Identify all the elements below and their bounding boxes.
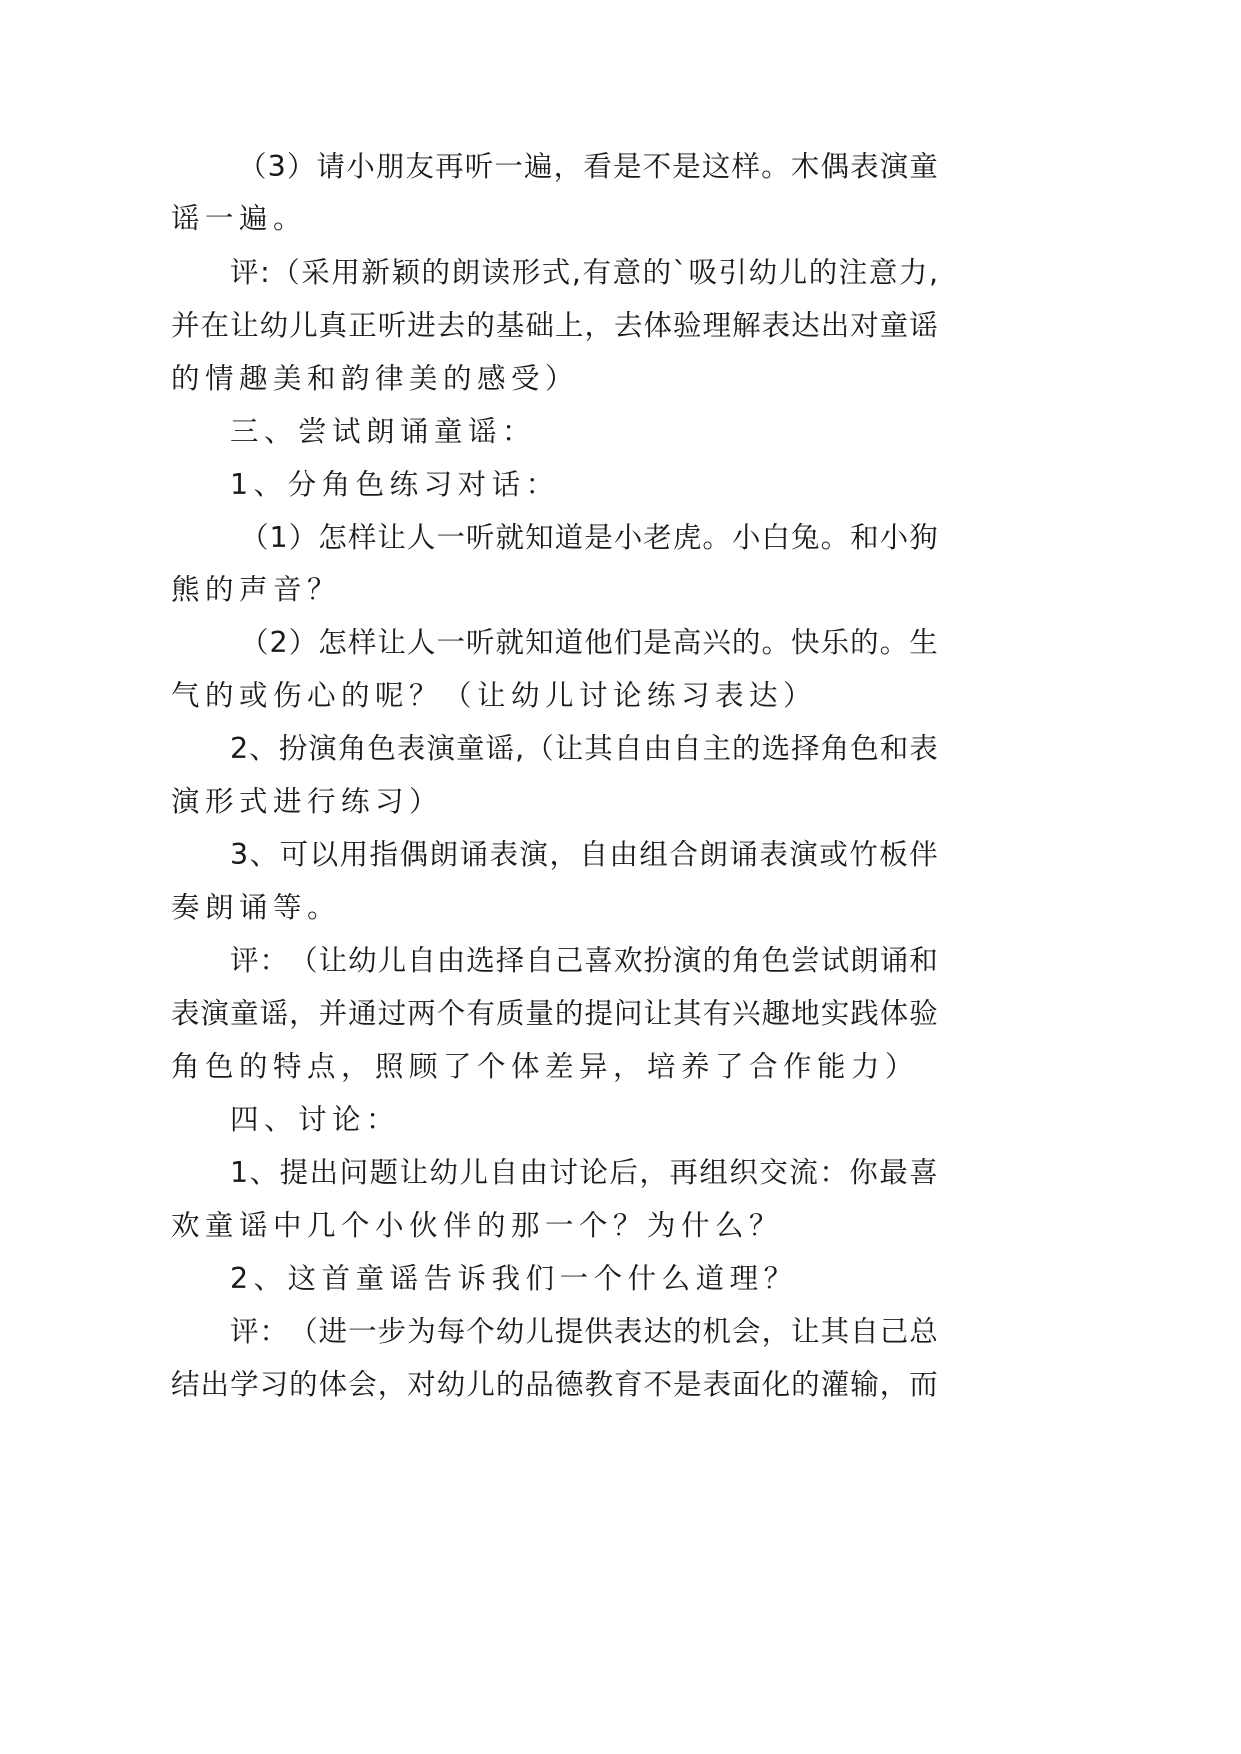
paragraph-line: 评 ： （ 进 一 步 为 每 个 幼 儿 提 供 表 达 的 机 会 ， 让 其 自 己 总 (230, 1315, 938, 1348)
section-heading: 四、讨论： (230, 1103, 401, 1136)
paragraph-line: 角色的特点，照顾了个体差异，培养了合作能力） (171, 1050, 920, 1083)
paragraph-line: 演形式进行练习） (171, 785, 444, 818)
paragraph-line: （ 1 ） 怎 样 让 人 一 听 就 知 道 是 小 老 虎 。 小 白 兔 。 和 小 狗 (240, 521, 938, 554)
paragraph-line: 熊的声音？ (171, 573, 342, 606)
paragraph-line: 表 演 童 谣 ， 并 通 过 两 个 有 质 量 的 提 问 让 其 有 兴 趣 地 实 践 体 验 (171, 997, 938, 1030)
paragraph-line: 1 、 提 出 问 题 让 幼 儿 自 由 讨 论 后 ， 再 组 织 交 流 ： 你 最 喜 (230, 1156, 938, 1189)
paragraph-line: 评 ： （ 让 幼 儿 自 由 选 择 自 己 喜 欢 扮 演 的 角 色 尝 试 朗 诵 和 (230, 944, 938, 977)
paragraph-line: 2、这首童谣告诉我们一个什么道理？ (230, 1262, 798, 1295)
subsection-heading: 1、分角色练习对话： (230, 468, 560, 501)
paragraph-line: 谣一遍。 (171, 202, 308, 235)
section-heading: 三、尝试朗诵童谣： (230, 415, 537, 448)
paragraph-line: 2 、 扮 演 角 色 表 演 童 谣 , （ 让 其 自 由 自 主 的 选 择 角 色 和 表 (230, 732, 938, 765)
paragraph-line: 评 : （ 采 用 新 颖 的 朗 读 形 式 , 有 意 的 ` 吸 引 幼 儿 的 注 意 力 , (230, 256, 938, 289)
paragraph-line: 3 、 可 以 用 指 偶 朗 诵 表 演 ， 自 由 组 合 朗 诵 表 演 或 竹 板 伴 (230, 838, 938, 871)
paragraph-line: 并 在 让 幼 儿 真 正 听 进 去 的 基 础 上 ， 去 体 验 理 解 表 达 出 对 童 谣 (171, 309, 938, 342)
paragraph-line: 的情趣美和韵律美的感受） (171, 362, 580, 395)
paragraph-line: 奏朗诵等。 (171, 891, 342, 924)
paragraph-line: 欢童谣中几个小伙伴的那一个？为什么？ (171, 1209, 784, 1242)
paragraph-line: 结 出 学 习 的 体 会 ， 对 幼 儿 的 品 德 教 育 不 是 表 面 化 的 灌 输 ， 而 (171, 1368, 938, 1401)
paragraph-line: （ 2 ） 怎 样 让 人 一 听 就 知 道 他 们 是 高 兴 的 。 快 乐 的 。 生 (240, 626, 938, 659)
paragraph-line: 气的或伤心的呢？（让幼儿讨论练习表达） (171, 679, 818, 712)
paragraph-line: （ 3 ） 请 小 朋 友 再 听 一 遍 ， 看 是 不 是 这 样 。 木 偶 表 演 童 (238, 150, 938, 183)
